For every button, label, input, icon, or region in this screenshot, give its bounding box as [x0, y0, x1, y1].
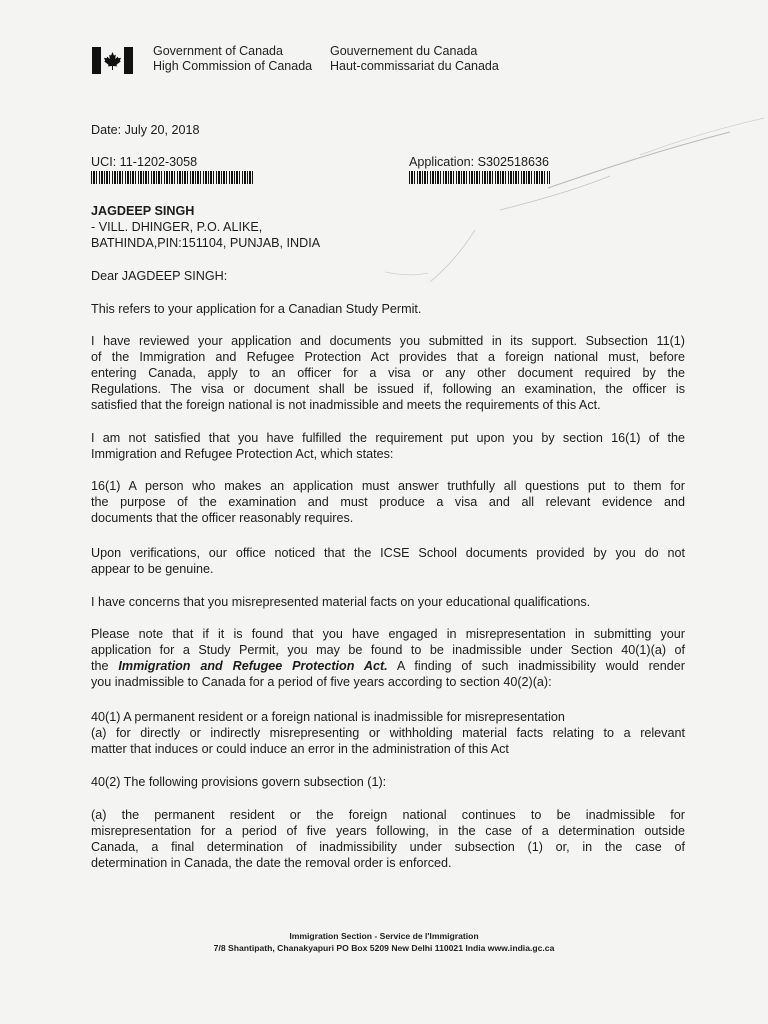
paragraph-5: Upon verifications, our office noticed that the ICSE School documents provided by you do not appear to be genuine.	[91, 546, 685, 576]
paragraph-10-section-40-2: (a) the permanent resident or the foreign national continues to be inadmissible for misrepresentation for a period of five years following, in the case of a determination outside Canada, a final determination of inadmissibility under subsection (1) or, in the case of determination in Canada, the date the removal order is enforced.	[91, 808, 685, 870]
salutation: Dear JAGDEEP SINGH:	[91, 269, 228, 283]
footer-address: 7/8 Shantipath, Chanakyapuri PO Box 5209 New Delhi 110021 India www.india.gc.ca	[213, 943, 555, 953]
uci-number: UCI: 11-1202-3058	[91, 155, 198, 169]
application-barcode	[409, 171, 550, 184]
canada-flag-icon	[92, 47, 133, 74]
paragraph-7: Please note that if it is found that you have engaged in misrepresentation in submitting your application for a Study Permit, you may be found to be inadmissible under Section 40(1)(a) of the Immigration and Refugee Protection Act. A finding of such inadmissibility would render you inadmissible to Canada for a period of five years according to section 40(2)(a):	[91, 627, 685, 689]
recipient-address-line2: BATHINDA,PIN:151104, PUNJAB, INDIA	[91, 236, 321, 250]
paragraph-4-section-16: 16(1) A person who makes an application must answer truthfully all questions put to them for the purpose of the examination and must produce a visa and all relevant evidence and documents that the officer reasonably requires.	[91, 479, 685, 525]
government-name-french: Gouvernement du Canada Haut-commissariat du Canada	[330, 44, 499, 73]
footer-section: Immigration Section - Service de l'Immigration	[289, 931, 479, 941]
paragraph-1: This refers to your application for a Canadian Study Permit.	[91, 302, 422, 316]
paragraph-6: I have concerns that you misrepresented material facts on your educational qualifications.	[91, 595, 591, 609]
letterhead	[92, 44, 499, 80]
letter-date: Date: July 20, 2018	[91, 123, 200, 137]
uci-barcode	[91, 171, 254, 184]
application-number: Application: S302518636	[409, 155, 550, 169]
act-name: Immigration and Refugee Protection Act.	[118, 659, 388, 673]
recipient-address-line1: - VILL. DHINGER, P.O. ALIKE,	[91, 220, 263, 234]
footer	[0, 930, 768, 954]
paragraph-3: I am not satisfied that you have fulfilled the requirement put upon you by section 16(1) of the Immigration and Refugee Protection Act, which states:	[91, 431, 685, 461]
paragraph-8-section-40-1: 40(1) A permanent resident or a foreign national is inadmissible for misrepresentation (a) for directly or indirectly misrepresenting or withholding material facts relating to a relevant matter that induces or could induce an error in the administration of this Act	[91, 710, 685, 756]
government-name-english: Government of Canada High Commission of Canada	[153, 44, 313, 73]
paragraph-2: I have reviewed your application and documents you submitted in its support. Subsection 11(1) of the Immigration and Refugee Protection Act provides that a foreign national must, before entering Canada, apply to an officer for a visa or any other document required by the Regulations. The visa or document shall be issued if, following an examination, the officer is satisfied that the foreign national is not inadmissible and meets the requirements of this Act.	[91, 334, 685, 412]
paragraph-9: 40(2) The following provisions govern subsection (1):	[91, 775, 387, 789]
recipient-name: JAGDEEP SINGH	[91, 204, 195, 218]
